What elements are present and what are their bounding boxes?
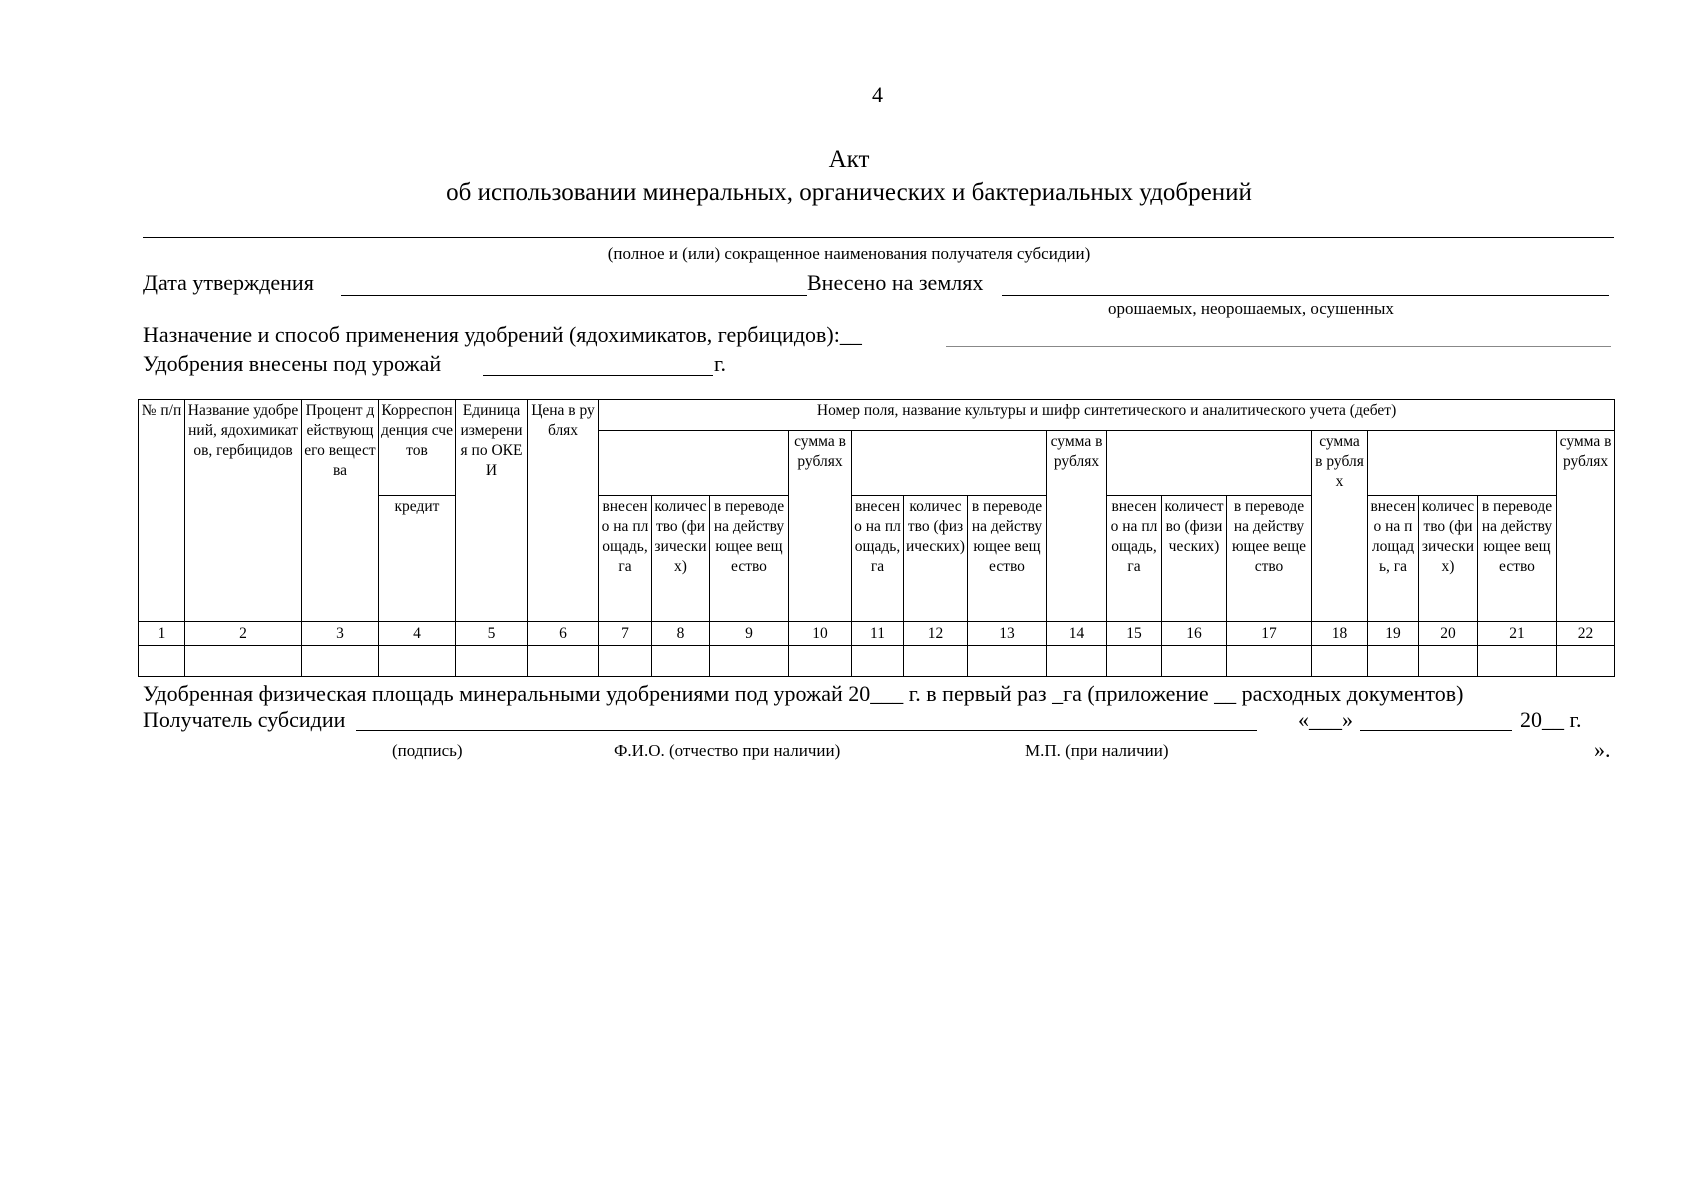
table-cell[interactable]: [852, 646, 904, 677]
approval-date-field[interactable]: [341, 295, 807, 296]
lands-caption: орошаемых, неорошаемых, осушенных: [1108, 299, 1394, 318]
field-group-2-header: [852, 431, 1047, 496]
caption-stamp: М.П. (при наличии): [1025, 741, 1169, 760]
column-number: 5: [456, 622, 528, 646]
field-group-1-header: [599, 431, 789, 496]
header-price: Цена в рублях: [528, 400, 599, 622]
header-qty-2: количество (физических): [904, 496, 968, 622]
purpose-field[interactable]: [946, 346, 1611, 347]
approval-date-label: Дата утверждения: [143, 270, 314, 295]
header-num: № п/п: [139, 400, 185, 622]
column-number: 3: [302, 622, 379, 646]
table-cell[interactable]: [456, 646, 528, 677]
table-cell[interactable]: [1227, 646, 1312, 677]
header-sum-3: сумма в рублях: [1312, 431, 1368, 622]
table-cell[interactable]: [528, 646, 599, 677]
column-number: 16: [1162, 622, 1227, 646]
column-number: 15: [1107, 622, 1162, 646]
header-sum-1: сумма в рублях: [789, 431, 852, 622]
table-cell[interactable]: [302, 646, 379, 677]
header-active-4: в переводе на действующее вещество: [1478, 496, 1557, 622]
column-number: 22: [1557, 622, 1615, 646]
recipient-name-line[interactable]: [143, 237, 1614, 238]
table-row[interactable]: [139, 646, 1615, 677]
field-group-4-header: [1368, 431, 1557, 496]
fertilizer-table: [138, 399, 1615, 677]
harvest-label: Удобрения внесены под урожай: [143, 351, 442, 376]
date-day-field[interactable]: «___»: [1298, 707, 1353, 732]
caption-signature: (подпись): [392, 741, 463, 760]
column-number: 20: [1419, 622, 1478, 646]
date-month-field[interactable]: [1360, 730, 1512, 731]
header-area-1: внесено на площадь, га: [599, 496, 652, 622]
table-cell[interactable]: [968, 646, 1047, 677]
table-cell[interactable]: [710, 646, 789, 677]
table-cell[interactable]: [789, 646, 852, 677]
column-number: 13: [968, 622, 1047, 646]
column-number: 1: [139, 622, 185, 646]
harvest-year-field[interactable]: [483, 375, 713, 376]
header-active-2: в переводе на действующее вещество: [968, 496, 1047, 622]
table-cell[interactable]: [1419, 646, 1478, 677]
lands-label: Внесено на землях: [807, 270, 984, 295]
table-cell[interactable]: [1047, 646, 1107, 677]
table-cell[interactable]: [904, 646, 968, 677]
header-active-1: в переводе на действующее вещество: [710, 496, 789, 622]
field-group-3-header: [1107, 431, 1312, 496]
column-number: 9: [710, 622, 789, 646]
table-cell[interactable]: [652, 646, 710, 677]
header-qty-4: количество (физических): [1419, 496, 1478, 622]
header-area-2: внесено на площадь, га: [852, 496, 904, 622]
table-cell[interactable]: [1368, 646, 1419, 677]
closing-mark: ».: [1594, 737, 1611, 762]
table-cell[interactable]: [379, 646, 456, 677]
table-cell[interactable]: [139, 646, 185, 677]
column-number: 7: [599, 622, 652, 646]
recipient-caption: (полное и (или) сокращенное наименования получателя субсидии): [607, 244, 1091, 263]
column-number: 10: [789, 622, 852, 646]
column-number: 19: [1368, 622, 1419, 646]
header-credit: кредит: [379, 496, 456, 622]
table-cell[interactable]: [599, 646, 652, 677]
lands-field[interactable]: [1002, 295, 1609, 296]
document-subtitle: об использовании минеральных, органических и бактериальных удобрений: [446, 179, 1252, 206]
header-qty-1: количество (физических): [652, 496, 710, 622]
table-cell[interactable]: [1478, 646, 1557, 677]
header-sum-4: сумма в рублях: [1557, 431, 1615, 622]
column-number: 4: [379, 622, 456, 646]
header-field-group: Номер поля, название культуры и шифр синтетического и аналитического учета (дебет): [599, 400, 1615, 431]
header-area-3: внесено на площадь, га: [1107, 496, 1162, 622]
harvest-suffix: г.: [714, 351, 727, 376]
date-year: 20__ г.: [1520, 707, 1582, 732]
column-number: 21: [1478, 622, 1557, 646]
table-cell[interactable]: [1162, 646, 1227, 677]
page-number: 4: [872, 82, 883, 107]
caption-fio: Ф.И.О. (отчество при наличии): [614, 741, 841, 760]
column-number: 12: [904, 622, 968, 646]
table-cell[interactable]: [1312, 646, 1368, 677]
column-number: 8: [652, 622, 710, 646]
header-correspondence: Корреспонденция счетов: [379, 400, 456, 496]
column-number: 14: [1047, 622, 1107, 646]
recipient-signature-field[interactable]: [356, 730, 1257, 731]
column-number: 11: [852, 622, 904, 646]
column-number: 18: [1312, 622, 1368, 646]
header-percent: Процент действующего вещества: [302, 400, 379, 622]
footer-area-statement: Удобренная физическая площадь минеральными удобрениями под урожай 20___ г. в первый раз _га (приложение __ расходных документов): [143, 681, 1464, 706]
column-number: 17: [1227, 622, 1312, 646]
table-cell[interactable]: [185, 646, 302, 677]
document-title: Акт: [828, 146, 870, 173]
header-unit: Единица измерения по ОКЕИ: [456, 400, 528, 622]
table-cell[interactable]: [1557, 646, 1615, 677]
header-sum-2: сумма в рублях: [1047, 431, 1107, 622]
table-cell[interactable]: [1107, 646, 1162, 677]
header-active-3: в переводе на действующее вещество: [1227, 496, 1312, 622]
column-number: 6: [528, 622, 599, 646]
header-qty-3: количество (физических): [1162, 496, 1227, 622]
header-fertilizer-name: Название удобрений, ядохимикатов, гербицидов: [185, 400, 302, 622]
column-number: 2: [185, 622, 302, 646]
column-number-row: [139, 622, 1615, 646]
purpose-label: Назначение и способ применения удобрений (ядохимикатов, гербицидов):__: [143, 322, 862, 347]
recipient-label: Получатель субсидии: [143, 707, 346, 732]
header-area-4: внесено на площадь, га: [1368, 496, 1419, 622]
